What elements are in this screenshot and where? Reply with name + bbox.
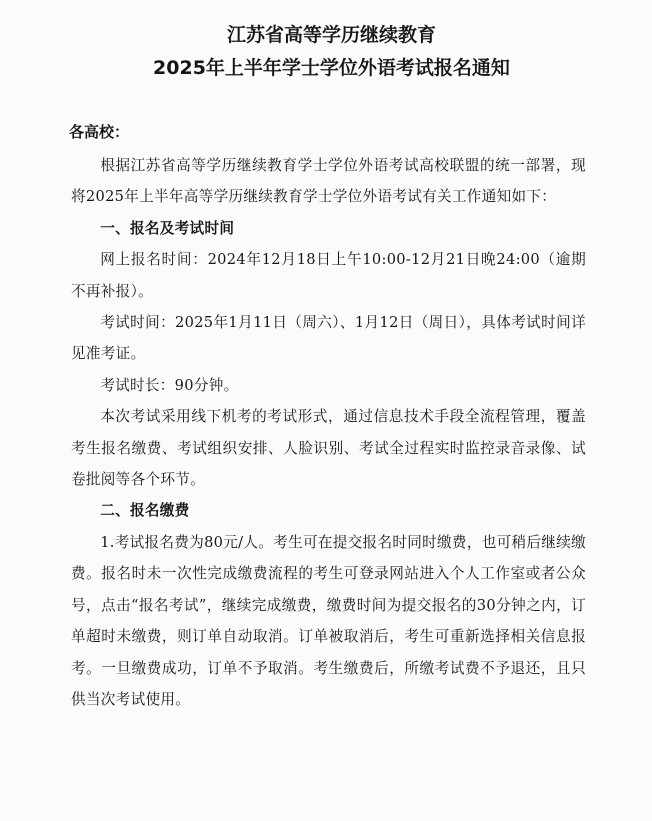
exam-time-paragraph: 考试时间：2025年1月11日（周六）、1月12日（周日），具体考试时间详见准考证。 bbox=[71, 314, 586, 363]
salutation: 各高校： bbox=[69, 123, 130, 141]
exam-format-paragraph: 本次考试采用线下机考的考试形式，通过信息技术手段全流程管理，覆盖考生报名缴费、考试组织安排、人脸识别、考试全过程实时监控录音录像、试卷批阅等各个环节。 bbox=[71, 408, 586, 489]
exam-duration-paragraph: 考试时长：90分钟。 bbox=[100, 376, 239, 394]
section1-heading: 一、报名及考试时间 bbox=[100, 219, 235, 237]
intro-paragraph: 根据江苏省高等学历继续教育学士学位外语考试高校联盟的统一部署，现将2025年上半年高等学历继续教育学士学位外语考试有关工作通知如下： bbox=[71, 157, 586, 206]
section2-heading: 二、报名缴费 bbox=[100, 502, 190, 520]
document-title-line1: 江苏省高等学历继续教育 bbox=[226, 24, 436, 46]
fee-paragraph: 1.考试报名费为80元/人。考生可在提交报名时同时缴费，也可稍后继续缴费。报名时未一次性完成缴费流程的考生可登录网站进入个人工作室或者公众号，点击“报名考试”，继续完成缴费，缴费时间为提交报名的30分钟之内，订单超时未缴费，则订单自动取消。订单被取消后，考生可重新选择相关信息报考。一旦缴费成功，订单不予取消。考生缴费后，所缴考试费不予退还，且只供当次考试使用。 bbox=[71, 533, 586, 708]
document-body bbox=[71, 150, 586, 715]
online-registration-paragraph: 网上报名时间：2024年12月18日上午10:00-12月21日晚24:00（逾期不再补报）。 bbox=[71, 251, 586, 300]
document-title-line2: 2025年上半年学士学位外语考试报名通知 bbox=[153, 57, 510, 79]
